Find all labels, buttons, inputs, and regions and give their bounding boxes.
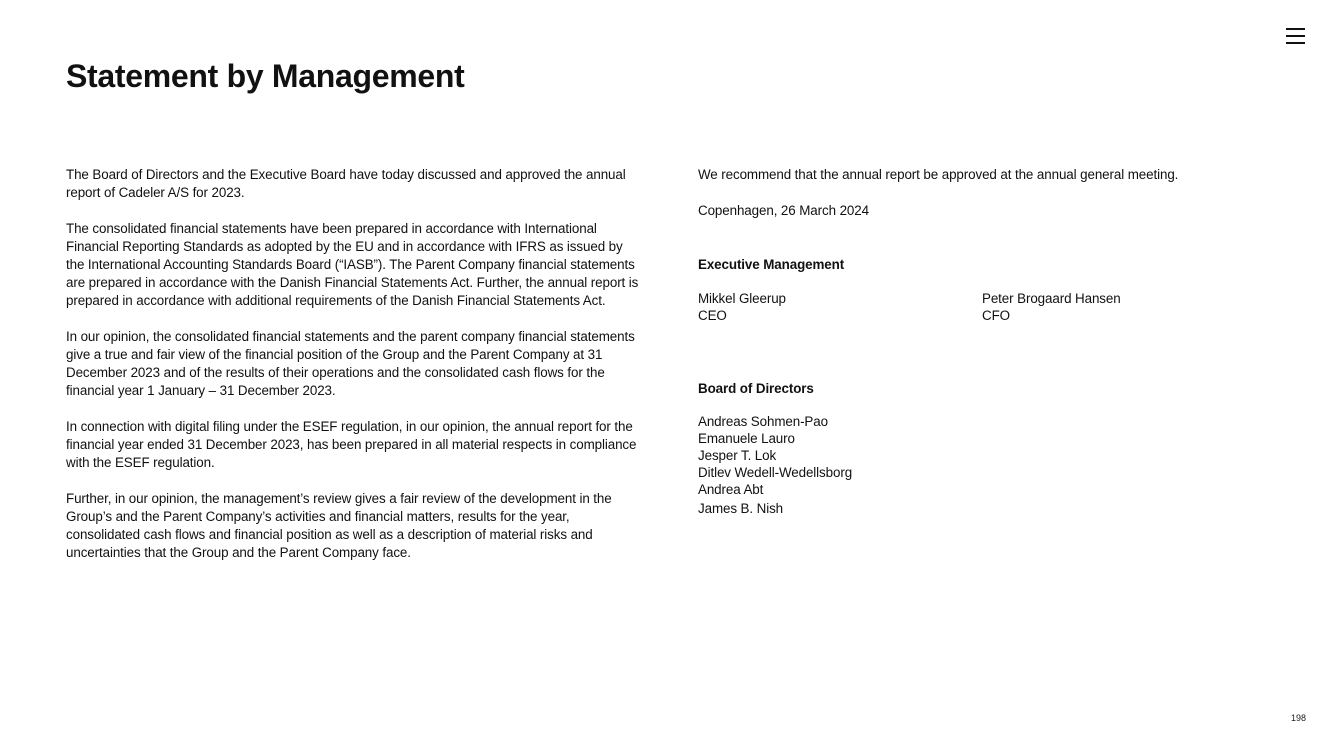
page-number: 198 [1290,713,1306,723]
signatures-section [698,166,1298,517]
board-member-name: Jesper T. Lok [698,448,777,463]
board-member-name: Ditlev Wedell-Wedellsborg [698,465,853,480]
board-member-name: Andreas Sohmen-Pao [698,414,828,429]
statement-paragraph-review: Further, in our opinion, the management’s review gives a fair review of the development in the Group’s and the Parent Company’s activities and financial matters, results for the year, consolidated cash flows and financial position as well as a description of material risks and uncertainties that the Group and the Parent Company face. [66,491,612,560]
executive-management-heading: Executive Management [698,257,845,272]
recommendation-text: We recommend that the annual report be approved at the annual general meeting. [698,167,1179,182]
menu-line [1286,28,1305,30]
statement-paragraph-esef: In connection with digital filing under the ESEF regulation, in our opinion, the annual report for the financial year ended 31 December 2023, has been prepared in all material respects in compliance with the ESEF regulation. [66,419,637,470]
board-of-directors-heading: Board of Directors [698,381,814,396]
executive-member-role: CEO [698,308,727,323]
executive-member-role: CFO [982,308,1010,323]
board-member-name: Emanuele Lauro [698,431,795,446]
menu-line [1286,35,1305,37]
executive-management-list [698,290,1298,324]
executive-member-name: Peter Brogaard Hansen [982,291,1121,306]
statement-paragraph-standards: The consolidated financial statements have been prepared in accordance with International Financial Reporting Standards as adopted by the EU and in accordance with IFRS as issued by the International Accounting Standards Board (“IASB”). The Parent Company financial statements are prepared in accordance with the Danish Financial Statements Act. Further, the annual report is prepared in accordance with additional requirements of the Danish Financial Statements Act. [66,221,639,308]
executive-member [982,290,1266,324]
menu-line [1286,42,1305,44]
board-member-name: Andrea Abt [698,482,764,497]
executive-member-name: Mikkel Gleerup [698,291,786,306]
board-of-directors-list [698,413,1298,517]
place-date: Copenhagen, 26 March 2024 [698,203,869,218]
statement-paragraph-approval: The Board of Directors and the Executive Board have today discussed and approved the annual report of Cadeler A/S for 2023. [66,167,626,200]
statement-body [66,166,640,580]
hamburger-menu-icon[interactable] [1284,25,1308,47]
executive-member [698,290,982,324]
page-title: Statement by Management [66,58,465,94]
board-member-name: James B. Nish [698,501,784,516]
statement-paragraph-opinion: In our opinion, the consolidated financial statements and the parent company financial statements give a true and fair view of the financial position of the Group and the Parent Company at 31 December 2023 and of the results of their operations and the consolidated cash flows for the financial year 1 January – 31 December 2023. [66,329,635,398]
